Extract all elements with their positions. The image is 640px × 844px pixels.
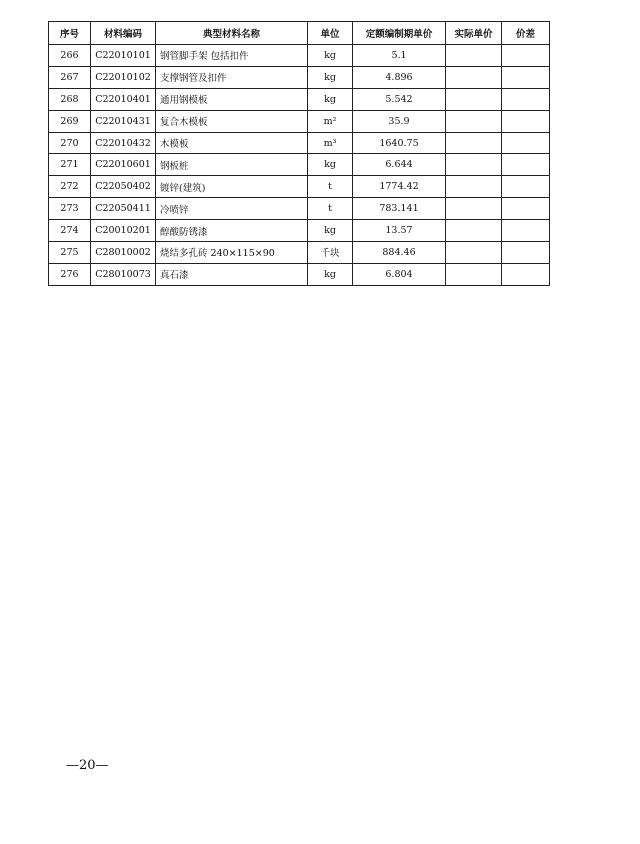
table-row: [49, 88, 550, 110]
cell-price-difference: [502, 154, 550, 176]
header-unit: 单位: [308, 22, 353, 45]
cell-price-difference: [502, 220, 550, 242]
cell-quota-price: 6.644: [353, 154, 446, 176]
cell-price-difference: [502, 132, 550, 154]
cell-quota-price: 1640.75: [353, 132, 446, 154]
cell-actual-price: [446, 66, 502, 88]
cell-unit: kg: [308, 220, 353, 242]
cell-index: 269: [49, 110, 91, 132]
table-row: [49, 110, 550, 132]
cell-quota-price: 6.804: [353, 263, 446, 285]
table-row: [49, 154, 550, 176]
table-row: [49, 45, 550, 67]
cell-unit: m²: [308, 110, 353, 132]
cell-quota-price: 884.46: [353, 242, 446, 264]
cell-unit: t: [308, 198, 353, 220]
cell-index: 271: [49, 154, 91, 176]
cell-material-name: 木模板: [156, 132, 308, 154]
cell-index: 275: [49, 242, 91, 264]
cell-actual-price: [446, 263, 502, 285]
cell-price-difference: [502, 88, 550, 110]
cell-index: 268: [49, 88, 91, 110]
cell-quota-price: 35.9: [353, 110, 446, 132]
cell-unit: kg: [308, 66, 353, 88]
cell-quota-price: 1774.42: [353, 176, 446, 198]
cell-material-code: C22010401: [91, 88, 156, 110]
cell-actual-price: [446, 132, 502, 154]
cell-material-code: C22010431: [91, 110, 156, 132]
header-material-code: 材料编码: [91, 22, 156, 45]
cell-material-name: 复合木模板: [156, 110, 308, 132]
cell-price-difference: [502, 66, 550, 88]
cell-index: 272: [49, 176, 91, 198]
cell-actual-price: [446, 220, 502, 242]
cell-actual-price: [446, 88, 502, 110]
header-index: 序号: [49, 22, 91, 45]
cell-material-code: C22050411: [91, 198, 156, 220]
cell-unit: kg: [308, 263, 353, 285]
cell-material-name: 支撑钢管及扣件: [156, 66, 308, 88]
cell-material-name: 钢管脚手架 包括扣件: [156, 45, 308, 67]
cell-index: 267: [49, 66, 91, 88]
page-number: —20—: [66, 758, 109, 773]
cell-material-code: C20010201: [91, 220, 156, 242]
cell-material-name: 钢板桩: [156, 154, 308, 176]
table-row: [49, 263, 550, 285]
header-material-name: 典型材料名称: [156, 22, 308, 45]
cell-index: 270: [49, 132, 91, 154]
cell-quota-price: 13.57: [353, 220, 446, 242]
cell-unit: kg: [308, 154, 353, 176]
cell-price-difference: [502, 45, 550, 67]
cell-unit: kg: [308, 45, 353, 67]
cell-actual-price: [446, 45, 502, 67]
cell-unit: m³: [308, 132, 353, 154]
cell-material-name: 冷喷锌: [156, 198, 308, 220]
cell-actual-price: [446, 110, 502, 132]
cell-material-code: C28010073: [91, 263, 156, 285]
cell-price-difference: [502, 198, 550, 220]
table-row: [49, 242, 550, 264]
cell-index: 266: [49, 45, 91, 67]
cell-price-difference: [502, 176, 550, 198]
cell-quota-price: 4.896: [353, 66, 446, 88]
cell-index: 276: [49, 263, 91, 285]
table-row: [49, 132, 550, 154]
cell-material-name: 镀锌(建筑): [156, 176, 308, 198]
cell-material-code: C22010101: [91, 45, 156, 67]
cell-quota-price: 5.542: [353, 88, 446, 110]
cell-index: 274: [49, 220, 91, 242]
cell-actual-price: [446, 176, 502, 198]
cell-actual-price: [446, 242, 502, 264]
cell-material-name: 醇酸防锈漆: [156, 220, 308, 242]
cell-material-code: C22050402: [91, 176, 156, 198]
table-header-row: [49, 22, 550, 45]
table-row: [49, 220, 550, 242]
cell-material-name: 真石漆: [156, 263, 308, 285]
cell-material-code: C22010102: [91, 66, 156, 88]
cell-price-difference: [502, 263, 550, 285]
cell-material-name: 通用钢模板: [156, 88, 308, 110]
table-row: [49, 176, 550, 198]
header-price-difference: 价差: [502, 22, 550, 45]
materials-price-table: [48, 21, 550, 286]
cell-price-difference: [502, 242, 550, 264]
cell-actual-price: [446, 154, 502, 176]
cell-quota-price: 783.141: [353, 198, 446, 220]
header-quota-price: 定额编制期单价: [353, 22, 446, 45]
cell-material-name: 烧结多孔砖 240×115×90: [156, 242, 308, 264]
table-row: [49, 66, 550, 88]
cell-unit: t: [308, 176, 353, 198]
cell-actual-price: [446, 198, 502, 220]
table-row: [49, 198, 550, 220]
cell-material-code: C22010601: [91, 154, 156, 176]
cell-material-code: C28010002: [91, 242, 156, 264]
cell-price-difference: [502, 110, 550, 132]
cell-unit: 千块: [308, 242, 353, 264]
cell-material-code: C22010432: [91, 132, 156, 154]
header-actual-price: 实际单价: [446, 22, 502, 45]
cell-quota-price: 5.1: [353, 45, 446, 67]
cell-unit: kg: [308, 88, 353, 110]
cell-index: 273: [49, 198, 91, 220]
